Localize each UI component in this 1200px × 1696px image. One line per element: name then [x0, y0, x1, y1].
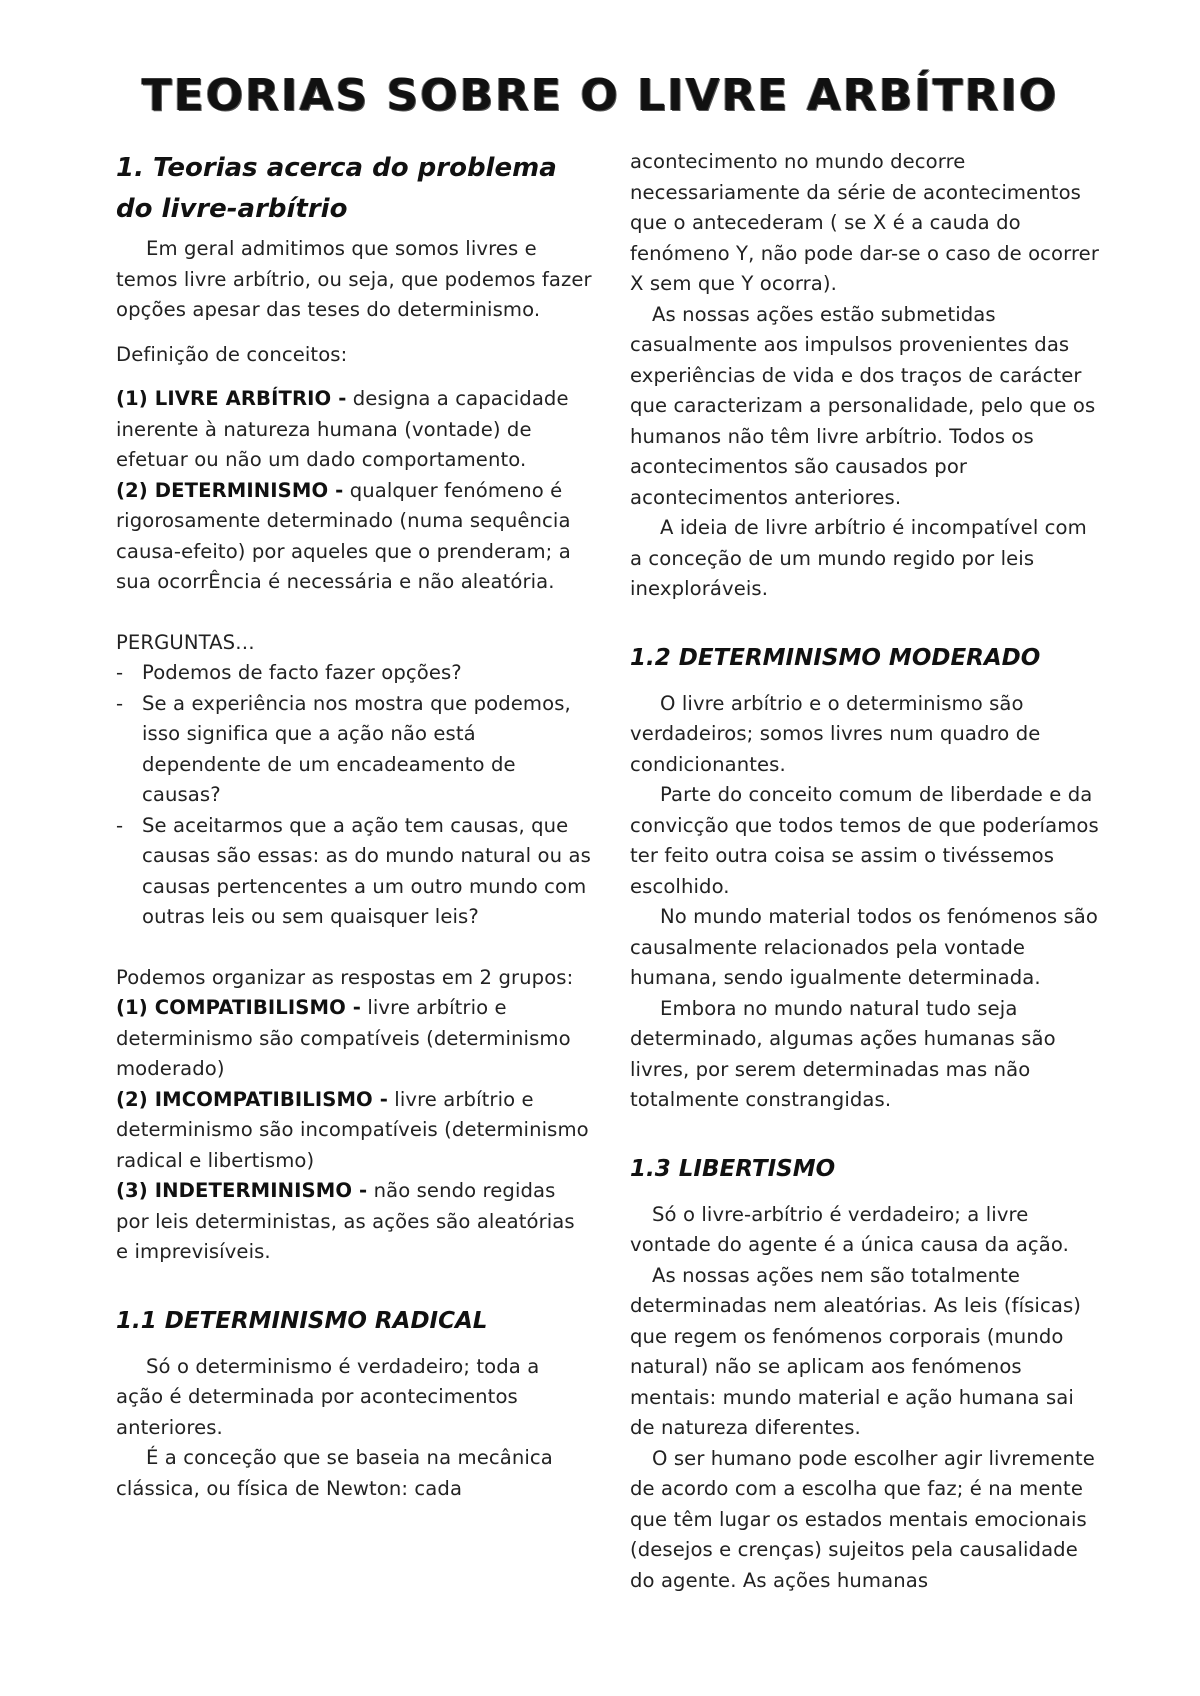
group-term: (3) INDETERMINISMO - — [116, 1179, 368, 1202]
spacer — [630, 1186, 1100, 1200]
section-1-1-paragraph-1: Só o determinismo é verdadeiro; toda a ação é determinada por acontecimentos anteriores. — [116, 1354, 540, 1439]
page-title: TEORIAS SOBRE O LIVRE ARBÍTRIO — [141, 70, 1059, 121]
questions-label: PERGUNTAS… — [116, 630, 255, 654]
section-1-2-paragraph-4: Embora no mundo natural tudo seja determinado, algumas ações humanas são livres, por serem determinadas mas não totalmente constrangidas. — [630, 996, 1056, 1111]
section-1-2-heading: 1.2 DETERMINISMO MODERADO — [630, 644, 1041, 671]
spacer — [116, 933, 592, 963]
section-1-3-paragraph-2: As nossas ações nem são totalmente determinadas nem aleatórias. As leis (físicas) que regem os fenómenos corporais (mundo natural) não se aplicam aos fenómenos mentais: mundo material e ação humana sai de natureza diferentes. — [630, 1263, 1082, 1439]
spacer — [116, 370, 592, 384]
definition-term: (2) DETERMINISMO - — [116, 478, 344, 502]
left-column — [116, 148, 592, 1504]
definitions-label: Definição de conceitos: — [116, 342, 348, 366]
spacer — [116, 326, 592, 340]
groups-intro: Podemos organizar as respostas em 2 grupos: — [116, 965, 574, 989]
section-1-heading: 1. Teorias acerca do problema do livre-arbítrio — [116, 153, 557, 224]
group-indeterminismo — [116, 1176, 592, 1268]
group-term: (1) COMPATIBILISMO - — [116, 996, 361, 1019]
dash-bullet: - — [116, 661, 124, 684]
definition-text: designa a capacidade inerente à natureza humana (vontade) de efetuar ou não um dado comportamento. — [116, 387, 569, 471]
spacer — [116, 1268, 592, 1304]
section-1-3-paragraph-1: Só o livre-arbítrio é verdadeiro; a livre vontade do agente é a única causa da ação. — [630, 1202, 1069, 1256]
section-1-2-paragraph-3: No mundo material todos os fenómenos são causalmente relacionados pela vontade humana, sendo igualmente determinada. — [630, 905, 1098, 989]
group-text: livre arbítrio e determinismo são incompatíveis (determinismo radical e libertismo) — [116, 1087, 589, 1172]
spacer — [630, 605, 1100, 641]
definition-determinismo — [116, 476, 592, 598]
dash-bullet: - — [116, 691, 124, 715]
group-term: (2) IMCOMPATIBILISMO - — [116, 1087, 388, 1111]
question-item — [116, 811, 592, 933]
spacer — [116, 598, 592, 628]
spacer — [630, 675, 1100, 689]
continued-paragraph: acontecimento no mundo decorre necessariamente da série de acontecimentos que o antecederam ( se X é a cauda do fenómeno Y, não pode dar-se o caso de ocorrer X sem que Y ocorra). — [630, 150, 1099, 295]
definition-livre-arbitrio — [116, 384, 592, 476]
group-compatibilismo — [116, 993, 592, 1085]
section-1-3-heading: 1.3 LIBERTISMO — [630, 1155, 836, 1182]
section-1-1-paragraph-4: A ideia de livre arbítrio é incompatível com a conceção de um mundo regido por leis inexploráveis. — [630, 516, 1087, 600]
question-item — [116, 689, 592, 811]
question-text: Se aceitarmos que a ação tem causas, que causas são essas: as do mundo natural ou as causas pertencentes a um outro mundo com outras leis ou sem quaisquer leis? — [142, 813, 591, 928]
questions-list — [116, 658, 592, 933]
section-1-1-paragraph-2: É a conceção que se baseia na mecânica clássica, ou física de Newton: cada — [116, 1446, 553, 1500]
dash-bullet: - — [116, 813, 124, 837]
group-imcompatibilismo — [116, 1085, 592, 1177]
definition-text: qualquer fenómeno é rigorosamente determinado (numa sequência causa-efeito) por aqueles que o prenderam; a sua ocorrÊncia é necessária e não aleatória. — [116, 478, 571, 593]
section-1-1-heading: 1.1 DETERMINISMO RADICAL — [116, 1307, 488, 1334]
question-item — [116, 658, 592, 689]
section-1-3-paragraph-3: O ser humano pode escolher agir livremente de acordo com a escolha que faz; é na mente que têm lugar os estados mentais emocionais (desejos e crenças) sujeitos pela causalidade do agente. As ações humanas — [630, 1446, 1095, 1592]
question-text: Se a experiência nos mostra que podemos, isso significa que a ação não está dependente de um encadeamento de causas? — [142, 691, 571, 806]
group-text: não sendo regidas por leis deterministas, as ações são aleatórias e imprevisíveis. — [116, 1179, 575, 1263]
group-text: livre arbítrio e determinismo são compatíveis (determinismo moderado) — [116, 996, 571, 1080]
intro-paragraph: Em geral admitimos que somos livres e temos livre arbítrio, ou seja, que podemos fazer opções apesar das teses do determinismo. — [116, 237, 592, 321]
spacer — [630, 1116, 1100, 1152]
section-1-1-paragraph-3: As nossas ações estão submetidas casualmente aos impulsos provenientes das experiências de vida e dos traços de carácter que caracterizam a personalidade, pelo que os humanos não têm livre arbítrio. Todos os acontecimentos são causados por acontecimentos anteriores. — [630, 302, 1096, 509]
section-1-2-paragraph-1: O livre arbítrio e o determinismo são verdadeiros; somos livres num quadro de condicionantes. — [630, 691, 1041, 776]
right-column — [630, 147, 1100, 1596]
section-1-2-paragraph-2: Parte do conceito comum de liberdade e da convicção que todos temos de que poderíamos ter feito outra coisa se assim o tivéssemos escolhido. — [630, 783, 1099, 898]
definition-term: (1) LIVRE ARBÍTRIO - — [116, 387, 347, 410]
question-text: Podemos de facto fazer opções? — [142, 661, 462, 684]
spacer — [116, 1338, 592, 1352]
